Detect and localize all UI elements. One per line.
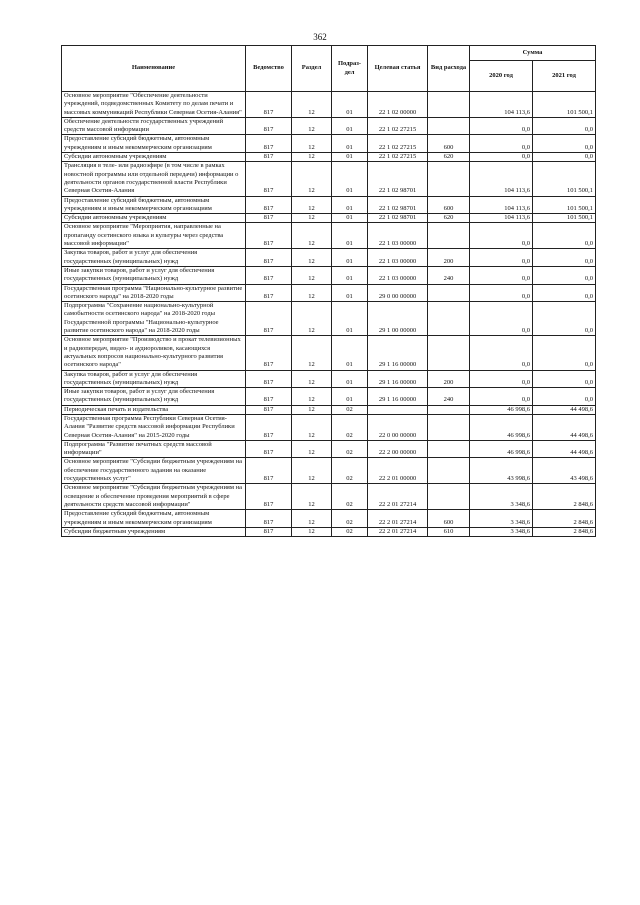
row-subsection: 02 xyxy=(332,440,368,458)
row-name: Иные закупки товаров, работ и услуг для обеспечения государственных (муниципальных) нужд xyxy=(62,388,246,406)
row-department: 817 xyxy=(246,484,292,510)
row-amount-2021: 2 848,6 xyxy=(533,510,596,528)
row-name: Трансляция в теле- или радиоэфире (в том числе в рамках новостной программы или отдельной передачи) информации о деятельности органов государственной власти Республики Северная Осетия-Алания xyxy=(62,162,246,196)
row-target-item: 22 1 03 00000 xyxy=(368,249,428,267)
row-section: 12 xyxy=(292,336,332,370)
row-amount-2021: 44 498,6 xyxy=(533,414,596,440)
row-name: Иные закупки товаров, работ и услуг для обеспечения государственных (муниципальных) нужд xyxy=(62,266,246,284)
row-amount-2020: 0,0 xyxy=(470,284,533,302)
row-subsection: 01 xyxy=(332,336,368,370)
row-expense-type xyxy=(428,117,470,135)
row-section: 12 xyxy=(292,370,332,388)
table-row xyxy=(62,117,596,135)
header-subsection: Подраз-дел xyxy=(332,46,368,92)
row-expense-type: 610 xyxy=(428,527,470,536)
row-target-item: 22 0 00 00000 xyxy=(368,414,428,440)
row-section: 12 xyxy=(292,527,332,536)
row-expense-type: 240 xyxy=(428,388,470,406)
row-subsection: 02 xyxy=(332,414,368,440)
row-section: 12 xyxy=(292,266,332,284)
row-amount-2020: 0,0 xyxy=(470,223,533,249)
row-expense-type: 620 xyxy=(428,153,470,162)
row-subsection: 01 xyxy=(332,135,368,153)
row-amount-2020: 3 348,6 xyxy=(470,510,533,528)
row-target-item: 22 1 02 98701 xyxy=(368,162,428,196)
row-amount-2020: 0,0 xyxy=(470,249,533,267)
row-name: Закупка товаров, работ и услуг для обеспечения государственных (муниципальных) нужд xyxy=(62,370,246,388)
row-amount-2020: 0,0 xyxy=(470,370,533,388)
row-amount-2020: 46 998,6 xyxy=(470,405,533,414)
row-subsection: 01 xyxy=(332,223,368,249)
row-target-item: 22 1 03 00000 xyxy=(368,223,428,249)
row-amount-2020: 46 998,6 xyxy=(470,414,533,440)
row-department: 817 xyxy=(246,405,292,414)
header-name: Наименование xyxy=(62,46,246,92)
row-amount-2020: 0,0 xyxy=(470,266,533,284)
table-row xyxy=(62,440,596,458)
row-name: Государственная программа Республики Северная Осетия-Алания "Развитие средств массовой информации Республики Северная Осетия-Алания" на 2015-2020 годы xyxy=(62,414,246,440)
row-department: 817 xyxy=(246,336,292,370)
row-name: Основное мероприятие "Субсидии бюджетным учреждениям на освещение и обеспечение проведения мероприятий в сфере деятельности средств массовой информации" xyxy=(62,484,246,510)
row-amount-2021: 2 848,6 xyxy=(533,527,596,536)
row-department: 817 xyxy=(246,135,292,153)
row-name: Периодическая печать и издательства xyxy=(62,405,246,414)
row-target-item: 29 0 00 00000 xyxy=(368,284,428,302)
row-amount-2021: 0,0 xyxy=(533,117,596,135)
row-target-item: 22 1 02 27215 xyxy=(368,153,428,162)
row-name: Основное мероприятие "Производство и прокат телевизионных и радиопередач, видео- и аудиороликов, касающихся актуальных вопросов национально-культурного развития осетинского народа" xyxy=(62,336,246,370)
row-name: Субсидии автономным учреждениям xyxy=(62,153,246,162)
row-target-item: 22 1 02 27215 xyxy=(368,117,428,135)
row-amount-2020: 0,0 xyxy=(470,336,533,370)
row-subsection: 01 xyxy=(332,302,368,336)
row-name: Предоставление субсидий бюджетным, автономным учреждениям и иным некоммерческим организациям xyxy=(62,510,246,528)
row-target-item: 29 1 00 00000 xyxy=(368,302,428,336)
row-department: 817 xyxy=(246,162,292,196)
row-target-item: 22 2 01 27214 xyxy=(368,510,428,528)
row-name: Подпрограмма "Развитие печатных средств массовой информации" xyxy=(62,440,246,458)
row-amount-2021: 0,0 xyxy=(533,302,596,336)
row-amount-2021: 44 498,6 xyxy=(533,440,596,458)
table-row xyxy=(62,414,596,440)
row-name: Основное мероприятие "Обеспечение деятельности учреждений, подведомственных Комитету по делам печати и массовых коммуникаций Республики Северная Осетия-Алания" xyxy=(62,92,246,118)
row-amount-2021: 0,0 xyxy=(533,266,596,284)
row-target-item: 22 2 01 27214 xyxy=(368,484,428,510)
row-amount-2020: 0,0 xyxy=(470,135,533,153)
row-amount-2021: 0,0 xyxy=(533,249,596,267)
table-row xyxy=(62,370,596,388)
table-row xyxy=(62,153,596,162)
row-target-item: 29 1 16 00000 xyxy=(368,336,428,370)
row-amount-2021: 101 500,1 xyxy=(533,92,596,118)
row-expense-type xyxy=(428,336,470,370)
row-section: 12 xyxy=(292,440,332,458)
row-expense-type xyxy=(428,458,470,484)
row-target-item: 22 1 03 00000 xyxy=(368,266,428,284)
header-target-item: Целевая статья xyxy=(368,46,428,92)
row-amount-2021: 101 500,1 xyxy=(533,196,596,214)
row-subsection: 02 xyxy=(332,458,368,484)
table-row xyxy=(62,214,596,223)
row-amount-2021: 101 500,1 xyxy=(533,214,596,223)
row-department: 817 xyxy=(246,214,292,223)
row-target-item: 22 2 01 00000 xyxy=(368,458,428,484)
row-department: 817 xyxy=(246,266,292,284)
row-name: Субсидии автономным учреждениям xyxy=(62,214,246,223)
row-subsection: 01 xyxy=(332,92,368,118)
table-row xyxy=(62,162,596,196)
table-row xyxy=(62,249,596,267)
row-section: 12 xyxy=(292,117,332,135)
row-expense-type xyxy=(428,223,470,249)
row-target-item: 29 1 16 00000 xyxy=(368,388,428,406)
row-subsection: 01 xyxy=(332,284,368,302)
row-amount-2021: 0,0 xyxy=(533,284,596,302)
row-expense-type: 240 xyxy=(428,266,470,284)
row-expense-type: 620 xyxy=(428,214,470,223)
row-amount-2021: 0,0 xyxy=(533,388,596,406)
row-target-item: 22 1 02 98701 xyxy=(368,196,428,214)
row-section: 12 xyxy=(292,214,332,223)
row-section: 12 xyxy=(292,414,332,440)
row-name: Основное мероприятие "Субсидии бюджетным учреждениям на обеспечение государственного задания на оказание государственных услуг" xyxy=(62,458,246,484)
table-row xyxy=(62,510,596,528)
table-body xyxy=(62,92,596,537)
row-amount-2021: 101 500,1 xyxy=(533,162,596,196)
row-name: Субсидии бюджетным учреждениям xyxy=(62,527,246,536)
table-row xyxy=(62,92,596,118)
row-department: 817 xyxy=(246,284,292,302)
row-target-item: 22 2 00 00000 xyxy=(368,440,428,458)
row-expense-type: 200 xyxy=(428,370,470,388)
row-target-item xyxy=(368,405,428,414)
row-subsection: 02 xyxy=(332,405,368,414)
row-subsection: 02 xyxy=(332,510,368,528)
row-section: 12 xyxy=(292,284,332,302)
row-amount-2021: 0,0 xyxy=(533,370,596,388)
row-expense-type xyxy=(428,92,470,118)
row-department: 817 xyxy=(246,458,292,484)
row-amount-2021: 44 498,6 xyxy=(533,405,596,414)
row-amount-2020: 104 113,6 xyxy=(470,92,533,118)
row-subsection: 01 xyxy=(332,153,368,162)
header-year-2021: 2021 год xyxy=(533,61,596,92)
row-amount-2021: 2 848,6 xyxy=(533,484,596,510)
row-department: 817 xyxy=(246,527,292,536)
budget-table xyxy=(61,45,596,537)
row-amount-2020: 43 998,6 xyxy=(470,458,533,484)
row-section: 12 xyxy=(292,405,332,414)
row-department: 817 xyxy=(246,440,292,458)
table-row xyxy=(62,135,596,153)
table-row xyxy=(62,196,596,214)
table-row xyxy=(62,302,596,336)
row-section: 12 xyxy=(292,196,332,214)
row-expense-type xyxy=(428,284,470,302)
row-expense-type xyxy=(428,440,470,458)
row-section: 12 xyxy=(292,92,332,118)
row-subsection: 01 xyxy=(332,370,368,388)
row-amount-2021: 0,0 xyxy=(533,336,596,370)
row-department: 817 xyxy=(246,249,292,267)
row-department: 817 xyxy=(246,223,292,249)
row-department: 817 xyxy=(246,414,292,440)
row-amount-2021: 0,0 xyxy=(533,153,596,162)
table-row xyxy=(62,484,596,510)
row-department: 817 xyxy=(246,302,292,336)
header-expense-type: Вид расхода xyxy=(428,46,470,92)
row-department: 817 xyxy=(246,117,292,135)
row-amount-2020: 3 348,6 xyxy=(470,484,533,510)
table-row xyxy=(62,336,596,370)
row-amount-2020: 0,0 xyxy=(470,153,533,162)
table-row xyxy=(62,388,596,406)
row-section: 12 xyxy=(292,510,332,528)
row-subsection: 01 xyxy=(332,388,368,406)
row-expense-type: 200 xyxy=(428,249,470,267)
row-section: 12 xyxy=(292,388,332,406)
table-row xyxy=(62,405,596,414)
row-subsection: 01 xyxy=(332,196,368,214)
row-amount-2020: 46 998,6 xyxy=(470,440,533,458)
row-subsection: 01 xyxy=(332,162,368,196)
row-subsection: 02 xyxy=(332,527,368,536)
row-amount-2020: 0,0 xyxy=(470,302,533,336)
row-amount-2021: 43 498,6 xyxy=(533,458,596,484)
row-subsection: 02 xyxy=(332,484,368,510)
row-name: Обеспечение деятельности государственных учреждений средств массовой информации xyxy=(62,117,246,135)
row-name: Государственная программа "Национально-культурное развитие осетинского народа" на 2018-2020 годы xyxy=(62,284,246,302)
row-department: 817 xyxy=(246,153,292,162)
header-department: Ведомство xyxy=(246,46,292,92)
row-target-item: 22 1 02 98701 xyxy=(368,214,428,223)
row-section: 12 xyxy=(292,249,332,267)
row-expense-type: 600 xyxy=(428,135,470,153)
row-amount-2020: 0,0 xyxy=(470,388,533,406)
row-department: 817 xyxy=(246,510,292,528)
row-section: 12 xyxy=(292,223,332,249)
row-amount-2020: 104 113,6 xyxy=(470,214,533,223)
row-target-item: 22 1 02 00000 xyxy=(368,92,428,118)
row-expense-type: 600 xyxy=(428,196,470,214)
row-amount-2020: 104 113,6 xyxy=(470,196,533,214)
row-expense-type xyxy=(428,405,470,414)
row-amount-2020: 104 113,6 xyxy=(470,162,533,196)
row-section: 12 xyxy=(292,135,332,153)
row-target-item: 22 1 02 27215 xyxy=(368,135,428,153)
row-subsection: 01 xyxy=(332,266,368,284)
row-amount-2020: 3 348,6 xyxy=(470,527,533,536)
row-amount-2021: 0,0 xyxy=(533,223,596,249)
row-department: 817 xyxy=(246,196,292,214)
row-name: Предоставление субсидий бюджетным, автономным учреждениям и иным некоммерческим организациям xyxy=(62,196,246,214)
row-name: Предоставление субсидий бюджетным, автономным учреждениям и иным некоммерческим организациям xyxy=(62,135,246,153)
row-target-item: 22 2 01 27214 xyxy=(368,527,428,536)
table-row xyxy=(62,284,596,302)
row-section: 12 xyxy=(292,458,332,484)
row-expense-type xyxy=(428,162,470,196)
row-department: 817 xyxy=(246,92,292,118)
row-name: Подпрограмма "Сохранение национально-культурной самобытности осетинского народа" на 2018-2020 годы Государственной программы "Национально-культурное развитие осетинского народа" на 2018-2020 годы xyxy=(62,302,246,336)
row-subsection: 01 xyxy=(332,117,368,135)
table-row xyxy=(62,223,596,249)
row-amount-2020: 0,0 xyxy=(470,117,533,135)
row-section: 12 xyxy=(292,162,332,196)
header-sum: Сумма xyxy=(470,46,596,61)
header-section: Раздел xyxy=(292,46,332,92)
table-row xyxy=(62,458,596,484)
row-name: Основное мероприятие "Мероприятия, направленные на пропаганду осетинского языка и культуры через средства массовой информации" xyxy=(62,223,246,249)
header-year-2020: 2020 год xyxy=(470,61,533,92)
row-expense-type xyxy=(428,302,470,336)
row-section: 12 xyxy=(292,153,332,162)
table-row xyxy=(62,266,596,284)
row-department: 817 xyxy=(246,388,292,406)
row-section: 12 xyxy=(292,484,332,510)
row-name: Закупка товаров, работ и услуг для обеспечения государственных (муниципальных) нужд xyxy=(62,249,246,267)
table-row xyxy=(62,527,596,536)
row-section: 12 xyxy=(292,302,332,336)
row-expense-type xyxy=(428,414,470,440)
row-subsection: 01 xyxy=(332,249,368,267)
row-expense-type xyxy=(428,484,470,510)
row-expense-type: 600 xyxy=(428,510,470,528)
row-department: 817 xyxy=(246,370,292,388)
row-target-item: 29 1 16 00000 xyxy=(368,370,428,388)
row-subsection: 01 xyxy=(332,214,368,223)
row-amount-2021: 0,0 xyxy=(533,135,596,153)
page-number: 362 xyxy=(313,32,327,42)
